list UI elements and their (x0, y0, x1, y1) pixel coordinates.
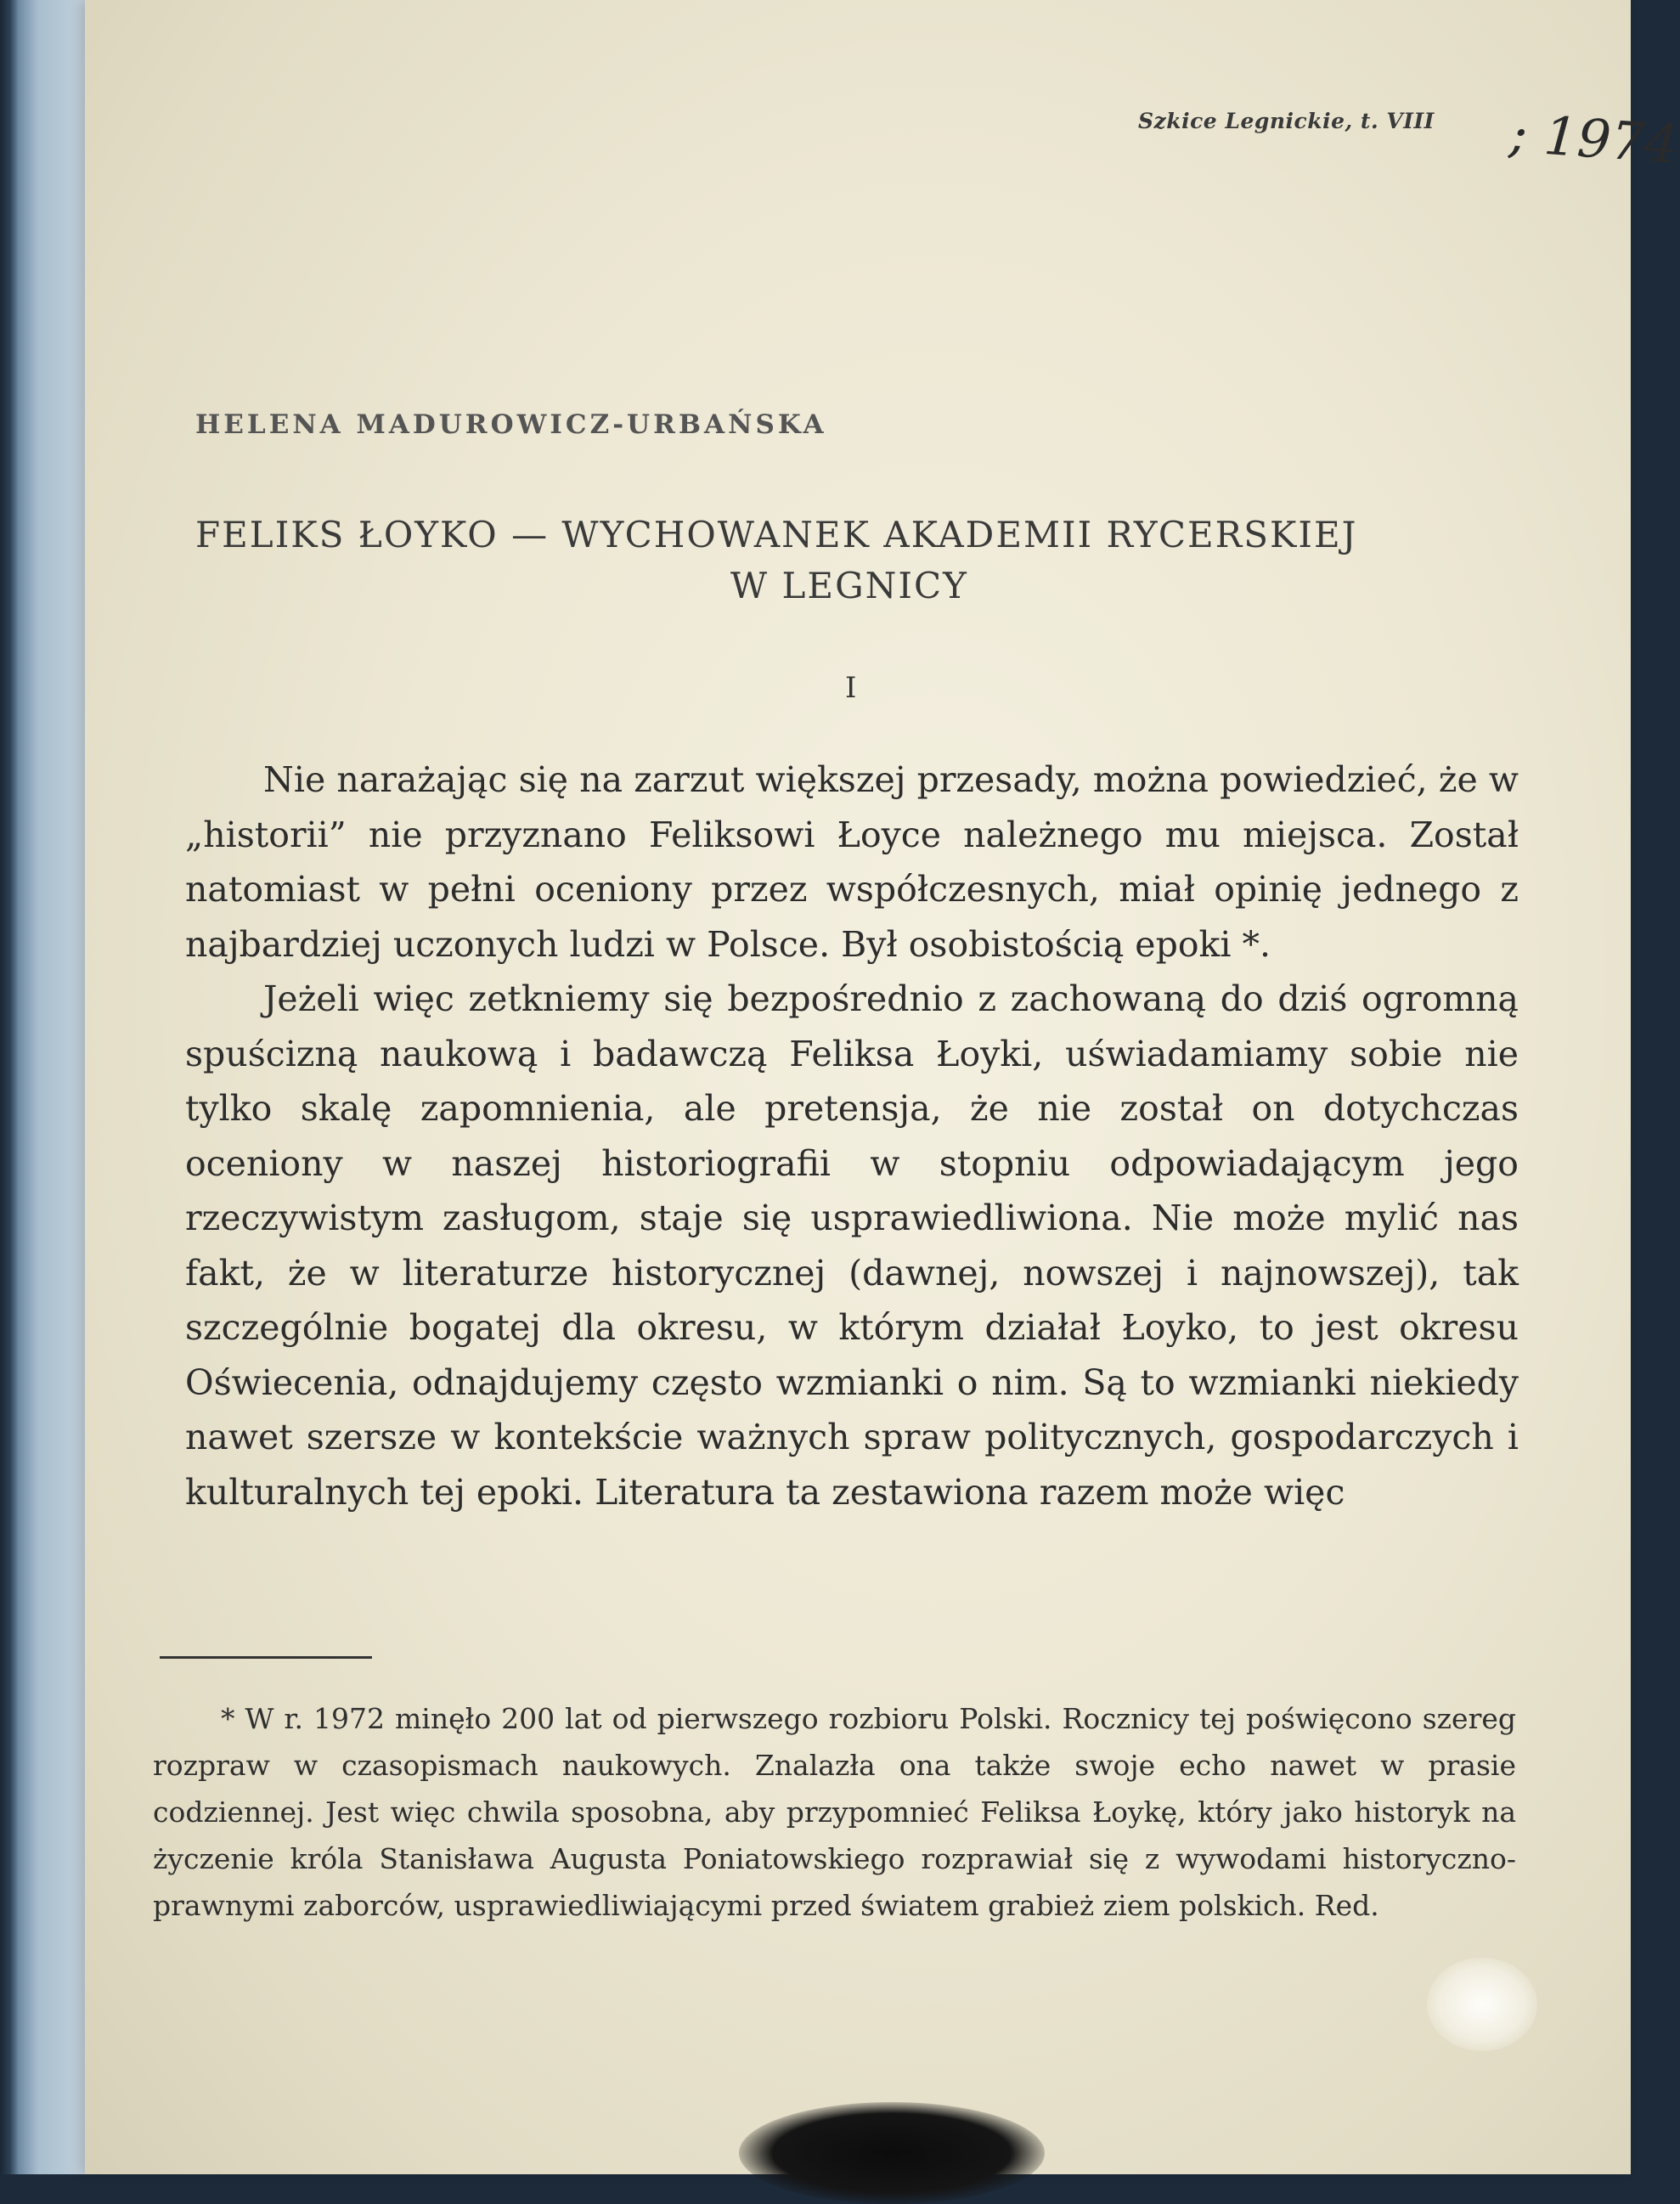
journal-header: Szkice Legnickie, t. VIII (1138, 109, 1435, 133)
footnote-divider (160, 1656, 372, 1659)
article-body (185, 753, 1519, 1519)
handwritten-year: ; 1974 (1507, 102, 1680, 176)
ink-blot (739, 2102, 1045, 2204)
article-title-line-2: W LEGNICY (730, 565, 968, 606)
paper-stain (1427, 1958, 1537, 2051)
section-number: I (845, 671, 857, 705)
footnote-text: * W r. 1972 minęło 200 lat od pierwszego rozbioru Polski. Rocznicy tej poświęcono szereg rozpraw w czasopismach naukowych. Znalazła ona także swoje echo nawet w prasie codziennej. Jest więc chwila sposobna, aby przypomnieć Feliksa Łoykę, który jako historyk na życzenie króla Stanisława Augusta Poniatowskiego rozprawiał się z wywodami historyczno-prawnymi zaborców, usprawiedliwiającymi przed światem grabież ziem polskich. Red. (153, 1702, 1516, 1922)
footnote (153, 1695, 1516, 1929)
article-author: HELENA MADUROWICZ-URBAŃSKA (195, 409, 827, 440)
body-paragraph: Nie narażając się na zarzut większej przesady, można powiedzieć, że w „historii” nie przyznano Feliksowi Łoyce należnego mu miejsca. Został natomiast w pełni oceniony przez współczesnych, miał opinię jednego z najbardziej uczonych ludzi w Polsce. Był osobistością epoki *. (185, 759, 1519, 965)
article-title-line-1: FELIKS ŁOYKO — WYCHOWANEK AKADEMII RYCERSKIEJ (195, 514, 1358, 555)
body-paragraph: Jeżeli więc zetkniemy się bezpośrednio z zachowaną do dziś ogromną spuścizną naukową i badawczą Feliksa Łoyki, uświadamiamy sobie nie tylko skalę zapomnienia, ale pretensja, że nie został on dotychczas oceniony w naszej historiografii w stopniu odpowiadającym jego rzeczywistym zasługom, staje się usprawiedliwiona. Nie może mylić nas fakt, że w literaturze historycznej (dawnej, nowszej i najnowszej), tak szczególnie bogatej dla okresu, w którym działał Łoyko, to jest okresu Oświecenia, odnajdujemy często wzmianki o nim. Są to wzmianki niekiedy nawet szersze w kontekście ważnych spraw politycznych, gospodarczych i kulturalnych tej epoki. Literatura ta zestawiona razem może więc (185, 978, 1519, 1513)
book-page (85, 0, 1680, 2174)
